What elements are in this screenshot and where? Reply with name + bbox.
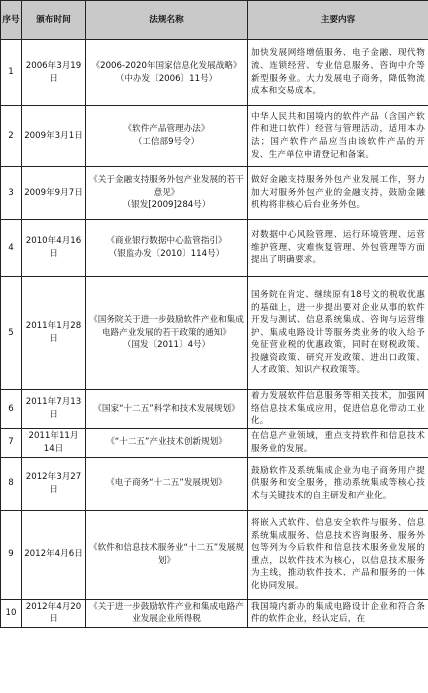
table-row bbox=[1, 457, 428, 510]
law-name bbox=[86, 277, 248, 390]
header-number: 序号 bbox=[1, 1, 22, 40]
law-title: 《商业银行数据中心监管指引》 bbox=[106, 236, 227, 247]
main-content: 将嵌入式软件、信息安全软件与服务、信息系统集成服务、信息技术咨询服务、服务外包等列为今后软件和信息技术服务业发展的重点，以软件技术为核心，以信息技术服务为主线，推动软件技术、产品和服务的一体化协同发展。 bbox=[248, 510, 428, 599]
law-title: 《2006-2020年国家信息化发展战略》 bbox=[91, 60, 242, 71]
row-number: 9 bbox=[1, 510, 22, 599]
issue-date: 2010年4月16日 bbox=[22, 220, 86, 277]
law-name bbox=[86, 106, 248, 167]
main-content: 加快发展网络增值服务、电子金融、现代物流、连锁经营、专业信息服务、咨询中介等新型服务业。大力发展电子商务，降低物流成本和交易成本。 bbox=[248, 40, 428, 106]
law-name bbox=[86, 457, 248, 510]
table-row bbox=[1, 40, 428, 106]
law-document-number: （银发[2009]284号） bbox=[122, 200, 211, 211]
law-title: 《关于金融支持服务外包产业发展的若干意见》 bbox=[89, 175, 244, 198]
issue-date: 2011年7月13日 bbox=[22, 390, 86, 429]
main-content: 对数据中心风险管理、运行环境管理、运营维护管理、灾难恢复管理、外包管理等方面提出了明确要求。 bbox=[248, 220, 428, 277]
row-number: 10 bbox=[1, 599, 22, 627]
table-row bbox=[1, 599, 428, 627]
row-number: 7 bbox=[1, 428, 22, 457]
issue-date: 2012年4月20日 bbox=[22, 599, 86, 627]
row-number: 2 bbox=[1, 106, 22, 167]
row-number: 5 bbox=[1, 277, 22, 390]
main-content: 着力发展软件信息服务等相关技术，加强网络信息技术集成应用，促进信息化带动工业化。 bbox=[248, 390, 428, 429]
row-number: 8 bbox=[1, 457, 22, 510]
issue-date: 2009年3月1日 bbox=[22, 106, 86, 167]
table-row bbox=[1, 277, 428, 390]
row-number: 4 bbox=[1, 220, 22, 277]
row-number: 1 bbox=[1, 40, 22, 106]
row-number: 6 bbox=[1, 390, 22, 429]
law-title: 《软件产品管理办法》 bbox=[123, 124, 210, 135]
table-row bbox=[1, 510, 428, 599]
issue-date: 2012年3月27日 bbox=[22, 457, 86, 510]
law-title: 《关于进一步鼓励软件产业和集成电路产业发展企业所得税 bbox=[89, 601, 244, 625]
law-name bbox=[86, 599, 248, 627]
law-document-number: （国发〔2011〕4号） bbox=[122, 340, 211, 351]
law-name bbox=[86, 167, 248, 220]
table-row bbox=[1, 428, 428, 457]
law-title: 《软件和信息技术服务业“十二五”发展规划》 bbox=[89, 543, 244, 566]
table-row bbox=[1, 220, 428, 277]
main-content: 我国境内新办的集成电路设计企业和符合条件的软件企业，经认定后，在 bbox=[248, 599, 428, 627]
law-name bbox=[86, 40, 248, 106]
law-title: 《国务院关于进一步鼓励软件产业和集成电路产业发展的若干政策的通知》 bbox=[89, 315, 244, 338]
law-document-number: （中办发〔2006〕11号） bbox=[115, 73, 218, 84]
header-law-name: 法规名称 bbox=[86, 1, 248, 40]
main-content: 中华人民共和国境内的软件产品（含国产软件和进口软件）经营与管理活动，适用本办法；国产软件产品应当由该软件产品的开发、生产单位申请登记和备案。 bbox=[248, 106, 428, 167]
table-row bbox=[1, 167, 428, 220]
main-content: 在信息产业领域，重点支持软件和信息技术服务业的发展。 bbox=[248, 428, 428, 457]
issue-date: 2011年11月14日 bbox=[22, 428, 86, 457]
header-content: 主要内容 bbox=[248, 1, 428, 40]
law-title: 《国家“十二五”科学和技术发展规划》 bbox=[93, 403, 240, 414]
law-name bbox=[86, 220, 248, 277]
law-name bbox=[86, 390, 248, 429]
issue-date: 2011年1月28日 bbox=[22, 277, 86, 390]
law-title: 《“十二五”产业技术创新规划》 bbox=[106, 437, 227, 448]
law-name bbox=[86, 428, 248, 457]
law-document-number: （银监办发〔2010〕114号） bbox=[108, 249, 225, 259]
issue-date: 2009年9月7日 bbox=[22, 167, 86, 220]
law-title: 《电子商务“十二五”发展规划》 bbox=[106, 478, 227, 489]
header-date: 颁布时间 bbox=[22, 1, 86, 40]
law-document-number: （工信部9号令） bbox=[133, 137, 200, 147]
header-row bbox=[1, 1, 428, 40]
main-content: 国务院在肯定、继续原有18号文的税收优惠的基础上，进一步提出要对企业从事的软件开发与测试、信息系统集成、咨询与运营维护、集成电路设计等服务类业务的收入给予免征营业税的优惠政策，同时在财税政策、投融资政策、研究开发政策、进出口政策、人才政策、知识产权政策等。 bbox=[248, 277, 428, 390]
issue-date: 2012年4月6日 bbox=[22, 510, 86, 599]
law-name bbox=[86, 510, 248, 599]
table-row bbox=[1, 390, 428, 429]
issue-date: 2006年3月19日 bbox=[22, 40, 86, 106]
main-content: 做好金融支持服务外包产业发展工作，努力加大对服务外包产业的金融支持，鼓励金融机构将非核心后台业务外包。 bbox=[248, 167, 428, 220]
row-number: 3 bbox=[1, 167, 22, 220]
main-content: 鼓励软件及系统集成企业为电子商务用户提供服务和安全服务，推动系统集成等核心技术与关键技术的自主研发和产业化。 bbox=[248, 457, 428, 510]
table-row bbox=[1, 106, 428, 167]
